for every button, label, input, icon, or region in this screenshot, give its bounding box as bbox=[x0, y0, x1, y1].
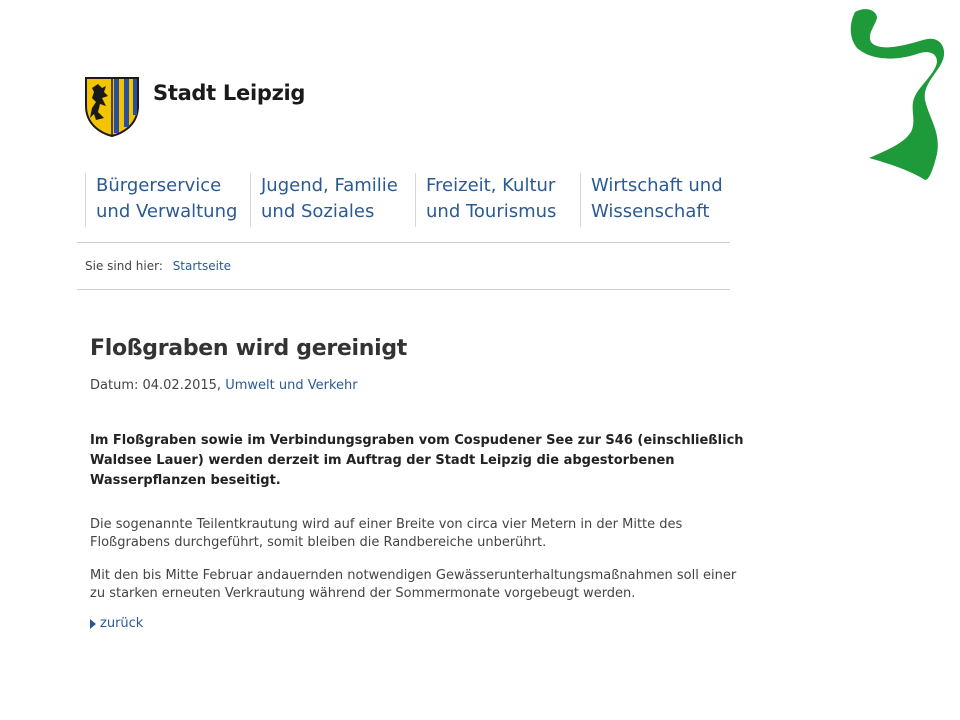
nav-item-label: Jugend, Familie bbox=[261, 175, 398, 196]
coat-of-arms-icon bbox=[84, 76, 140, 138]
lead-line: Wasserpflanzen beseitigt. bbox=[90, 473, 281, 488]
nav-item-label: und Tourismus bbox=[426, 201, 557, 222]
caret-right-icon bbox=[90, 619, 96, 629]
nav-item-label: Wirtschaft und bbox=[591, 175, 723, 196]
page-title: Floßgraben wird gereinigt bbox=[90, 336, 408, 361]
divider bbox=[77, 289, 730, 290]
site-logo[interactable] bbox=[84, 76, 305, 138]
lead-line: Im Floßgraben sowie im Verbindungsgraben vom Cospudener See zur S46 (einschließlich bbox=[90, 433, 744, 448]
nav-item-label: Freizeit, Kultur bbox=[426, 175, 556, 196]
breadcrumb-prefix: Sie sind hier: bbox=[85, 259, 163, 273]
site-title: Stadt Leipzig bbox=[153, 81, 306, 105]
nav-item-label: Wissenschaft bbox=[591, 201, 710, 222]
main-navigation bbox=[85, 173, 730, 229]
nav-item-label: und Soziales bbox=[261, 201, 375, 222]
article-paragraph bbox=[90, 567, 737, 603]
lead-line: Waldsee Lauer) werden derzeit im Auftrag der Stadt Leipzig die abgestorbenen bbox=[90, 453, 675, 468]
nav-item-freizeit-kultur[interactable] bbox=[415, 173, 580, 227]
article-date: Datum: 04.02.2015, bbox=[90, 378, 222, 393]
category-link[interactable]: Umwelt und Verkehr bbox=[225, 378, 358, 393]
article bbox=[90, 336, 744, 631]
breadcrumb bbox=[85, 259, 231, 273]
paragraph-line: zu starken erneuten Verkrautung während der Sommermonate vorgebeugt werden. bbox=[90, 586, 636, 601]
paragraph-line: Floßgrabens durchgeführt, somit bleiben die Randbereiche unberührt. bbox=[90, 535, 547, 550]
article-paragraph bbox=[90, 516, 730, 552]
breadcrumb-link-startseite[interactable]: Startseite bbox=[172, 259, 232, 273]
nav-item-wirtschaft[interactable] bbox=[580, 173, 730, 227]
nav-item-buergerservice[interactable] bbox=[85, 173, 250, 227]
paragraph-line: Mit den bis Mitte Februar andauernden notwendigen Gewässerunterhaltungsmaßnahmen soll einer bbox=[90, 568, 737, 583]
article-meta bbox=[90, 378, 730, 393]
nav-item-label: und Verwaltung bbox=[96, 201, 238, 222]
divider bbox=[77, 242, 730, 243]
article-lead bbox=[90, 431, 744, 491]
back-link-label: zurück bbox=[100, 616, 144, 631]
paragraph-line: Die sogenannte Teilentkrautung wird auf einer Breite von circa vier Metern in der Mitte des bbox=[90, 517, 683, 532]
nav-item-jugend-familie[interactable] bbox=[250, 173, 415, 227]
decorative-swirl-icon bbox=[845, 4, 955, 184]
back-link[interactable] bbox=[90, 616, 730, 631]
nav-item-label: Bürgerservice bbox=[96, 175, 222, 196]
